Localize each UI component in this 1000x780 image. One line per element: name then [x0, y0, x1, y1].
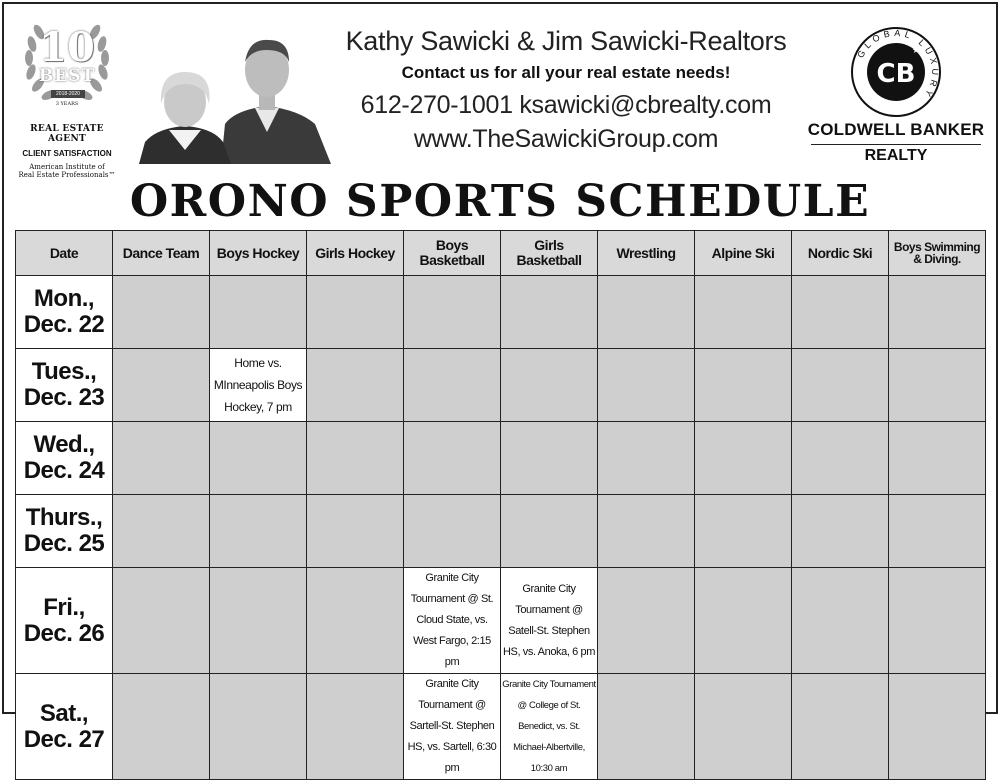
empty-cell: [598, 495, 695, 568]
day-name: Tues.,: [31, 358, 97, 385]
award-badge: [12, 12, 122, 179]
day-date: Dec. 22: [23, 311, 105, 338]
col-girls-hockey-header: Girls Hockey: [307, 231, 404, 276]
brand-monogram: CB: [876, 59, 916, 89]
event-cell: Home vs. MInneapolis Boys Hockey, 7 pm: [210, 349, 307, 422]
day-name: Sat.,: [39, 699, 89, 727]
advertisement-frame: [2, 2, 998, 774]
table-row: [16, 349, 986, 422]
brand-ring-text: GLOBAL LUXURY: [855, 27, 941, 102]
empty-cell: [404, 422, 501, 495]
empty-cell: [210, 674, 307, 780]
empty-cell: [598, 568, 695, 674]
empty-cell: [404, 349, 501, 422]
empty-cell: [792, 568, 889, 674]
col-dance-team-header: Dance Team: [113, 231, 210, 276]
empty-cell: [501, 422, 598, 495]
empty-cell: [307, 568, 404, 674]
award-years-range: 2018-2020: [51, 90, 85, 98]
empty-cell: [695, 568, 792, 674]
empty-cell: [501, 495, 598, 568]
empty-cell: [792, 422, 889, 495]
empty-cell: [307, 674, 404, 780]
empty-cell: [695, 674, 792, 780]
award-number: 10: [39, 24, 95, 71]
award-years-label: 3 YEARS: [55, 101, 79, 107]
empty-cell: [889, 568, 986, 674]
table-row: [16, 422, 986, 495]
day-name: Thurs.,: [25, 504, 103, 531]
empty-cell: [792, 674, 889, 780]
event-cell: Granite City Tournament @ College of St. Benedict, vs. St. Michael-Albertville, 10:30 am: [501, 674, 598, 780]
brand-block: [798, 26, 994, 165]
empty-cell: [404, 276, 501, 349]
col-boys-hockey-header: Boys Hockey: [210, 231, 307, 276]
empty-cell: [113, 422, 210, 495]
empty-cell: [501, 276, 598, 349]
empty-cell: [889, 422, 986, 495]
empty-cell: [113, 276, 210, 349]
empty-cell: [307, 276, 404, 349]
empty-cell: [695, 276, 792, 349]
award-best: BEST: [38, 66, 96, 86]
col-date-header: Date: [16, 231, 113, 276]
empty-cell: [695, 495, 792, 568]
col-wrestling-header: Wrestling: [598, 231, 695, 276]
day-date: Dec. 26: [23, 619, 105, 647]
empty-cell: [210, 422, 307, 495]
day-date: Dec. 27: [23, 725, 105, 753]
day-name: Fri.,: [43, 593, 85, 621]
empty-cell: [113, 495, 210, 568]
empty-cell: [695, 349, 792, 422]
empty-cell: [210, 568, 307, 674]
col-nordic-ski-header: Nordic Ski: [792, 231, 889, 276]
empty-cell: [307, 495, 404, 568]
table-row: [16, 674, 986, 780]
day-cell: [16, 495, 113, 568]
col-boys-swimming-diving-header: Boys Swimming & Diving.: [889, 231, 986, 276]
empty-cell: [792, 276, 889, 349]
col-boys-basketball-header: Boys Basketball: [404, 231, 501, 276]
event-cell: Granite City Tournament @ Sartell-St. Stephen HS, vs. Sartell, 6:30 pm: [404, 674, 501, 780]
empty-cell: [598, 674, 695, 780]
website-link[interactable]: www.TheSawickiGroup.com: [413, 125, 719, 153]
empty-cell: [113, 674, 210, 780]
empty-cell: [113, 568, 210, 674]
empty-cell: [889, 495, 986, 568]
empty-cell: [598, 422, 695, 495]
empty-cell: [598, 349, 695, 422]
svg-text:★: ★: [912, 46, 921, 56]
empty-cell: [889, 349, 986, 422]
brand-subtitle: REALTY: [864, 147, 928, 164]
empty-cell: [210, 495, 307, 568]
table-row: [16, 495, 986, 568]
day-cell: [16, 276, 113, 349]
award-line-3b: Real Estate Professionals™: [18, 171, 116, 179]
table-row: [16, 568, 986, 674]
empty-cell: [501, 349, 598, 422]
realtors-photo: [139, 32, 333, 164]
day-cell: [16, 568, 113, 674]
schedule-title: ORONO SPORTS SCHEDULE: [129, 176, 871, 227]
day-date: Dec. 23: [23, 384, 105, 411]
empty-cell: [307, 422, 404, 495]
empty-cell: [792, 495, 889, 568]
sports-schedule-table: [15, 230, 986, 780]
realtor-names: Kathy Sawicki & Jim Sawicki-Realtors: [345, 26, 787, 56]
brand-name: COLDWELL BANKER: [807, 120, 985, 139]
phone-email[interactable]: 612-270-1001 ksawicki@cbrealty.com: [360, 91, 772, 119]
empty-cell: [889, 674, 986, 780]
day-name: Wed.,: [33, 431, 95, 458]
empty-cell: [210, 276, 307, 349]
contact-tagline: Contact us for all your real estate needs!: [401, 63, 731, 82]
col-girls-basketball-header: Girls Basketball: [501, 231, 598, 276]
empty-cell: [113, 349, 210, 422]
day-cell: [16, 422, 113, 495]
day-date: Dec. 24: [23, 457, 105, 484]
laurel-wreath-icon: [17, 12, 117, 108]
table-row: [16, 276, 986, 349]
award-line-3a: American Institute of: [29, 163, 105, 171]
empty-cell: [889, 276, 986, 349]
award-line-2: CLIENT SATISFACTION: [22, 149, 112, 158]
empty-cell: [307, 349, 404, 422]
empty-cell: [792, 349, 889, 422]
col-alpine-ski-header: Alpine Ski: [695, 231, 792, 276]
brand-divider: [811, 144, 981, 145]
empty-cell: [404, 495, 501, 568]
award-line-1: REAL ESTATE AGENT: [30, 124, 104, 144]
day-date: Dec. 25: [23, 530, 105, 557]
table-header-row: [16, 231, 986, 276]
empty-cell: [695, 422, 792, 495]
day-name: Mon.,: [33, 285, 95, 312]
coldwell-banker-logo-icon: [850, 26, 942, 118]
day-cell: [16, 349, 113, 422]
event-cell: Granite City Tournament @ Satell-St. Stephen HS, vs. Anoka, 6 pm: [501, 568, 598, 674]
contact-block: [336, 26, 796, 154]
event-cell: Granite City Tournament @ St. Cloud State, vs. West Fargo, 2:15 pm: [404, 568, 501, 674]
empty-cell: [598, 276, 695, 349]
day-cell: [16, 674, 113, 780]
